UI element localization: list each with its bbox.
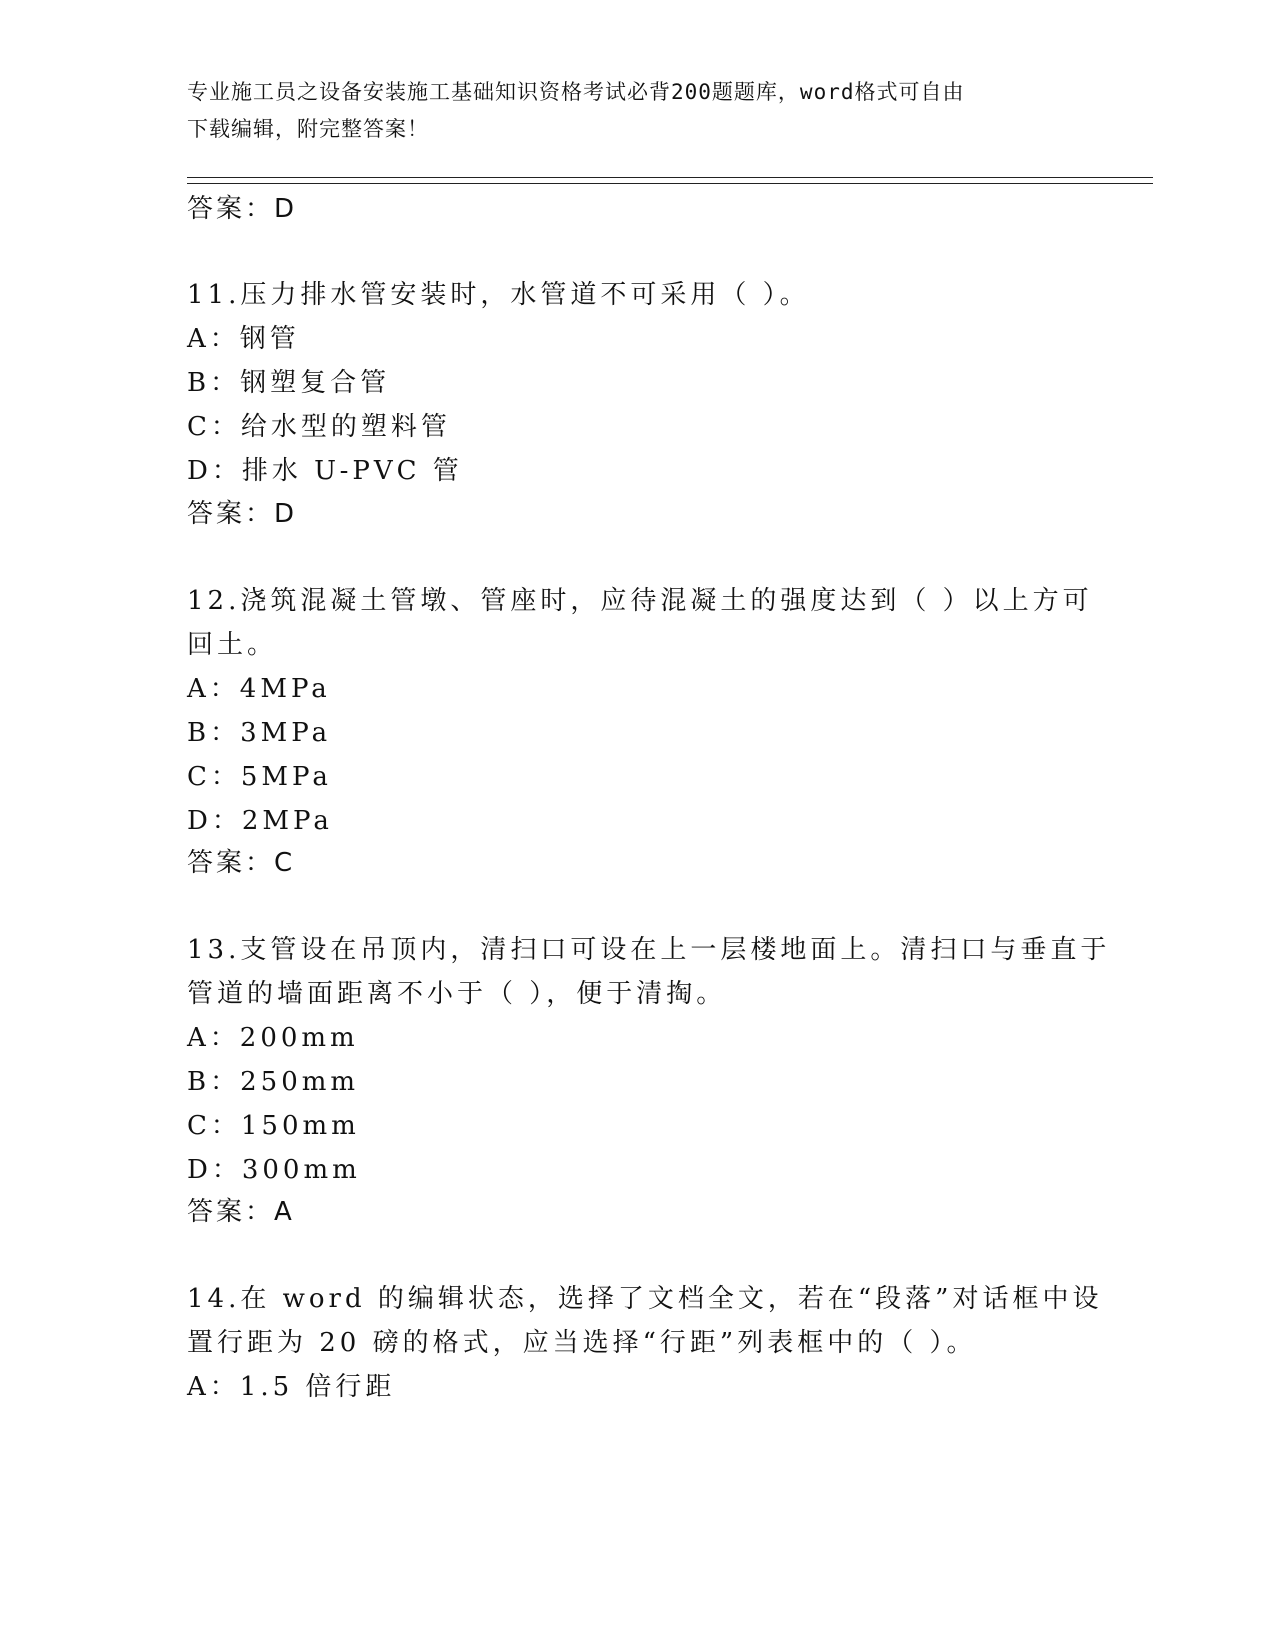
- question-12-option-a: A：4MPa: [187, 674, 331, 704]
- header-rule-top: [187, 177, 1153, 178]
- question-13-option-a: A：200mm: [187, 1023, 359, 1053]
- document-header: [187, 74, 1067, 148]
- question-12-option-d: D：2MPa: [187, 806, 333, 836]
- question-13-option-c: C：150mm: [187, 1111, 360, 1141]
- question-13-stem-line-2: 管道的墙面距离不小于（ ），便于清掏。: [187, 979, 727, 1009]
- question-13-stem-line-1: 13.支管设在吊顶内，清扫口可设在上一层楼地面上。清扫口与垂直于: [187, 935, 1111, 965]
- question-12-answer: 答案：C: [187, 848, 296, 878]
- question-11-answer: 答案：D: [187, 499, 298, 529]
- question-12-stem-line-1: 12.浇筑混凝土管墩、管座时，应待混凝土的强度达到（ ）以上方可: [187, 586, 1093, 616]
- question-11-option-d: D：排水 U-PVC 管: [187, 456, 463, 486]
- question-14-option-a: A：1.5 倍行距: [187, 1372, 396, 1402]
- header-line-2: 下载编辑，附完整答案！: [187, 117, 429, 141]
- question-12-option-b: B：3MPa: [187, 718, 332, 748]
- header-line-1: 专业施工员之设备安装施工基础知识资格考试必背200题题库，word格式可自由: [187, 80, 965, 104]
- question-12-stem-line-2: 回土。: [187, 630, 278, 660]
- question-12-option-c: C：5MPa: [187, 762, 332, 792]
- header-rule-bottom: [187, 183, 1153, 184]
- question-14-stem-line-2: 置行距为 20 磅的格式，应当选择“行距”列表框中的（ ）。: [187, 1328, 977, 1358]
- answer-previous: 答案：D: [187, 194, 298, 224]
- question-11-stem: 11.压力排水管安装时，水管道不可采用（ ）。: [187, 280, 810, 310]
- question-11-option-a: A：钢管: [187, 324, 300, 354]
- question-13-option-b: B：250mm: [187, 1067, 360, 1097]
- question-14-stem-line-1: 14.在 word 的编辑状态，选择了文档全文，若在“段落”对话框中设: [187, 1284, 1103, 1314]
- question-11-option-b: B：钢塑复合管: [187, 368, 391, 398]
- question-11-option-c: C：给水型的塑料管: [187, 412, 451, 442]
- question-13-option-d: D：300mm: [187, 1155, 361, 1185]
- question-13-answer: 答案：A: [187, 1197, 295, 1227]
